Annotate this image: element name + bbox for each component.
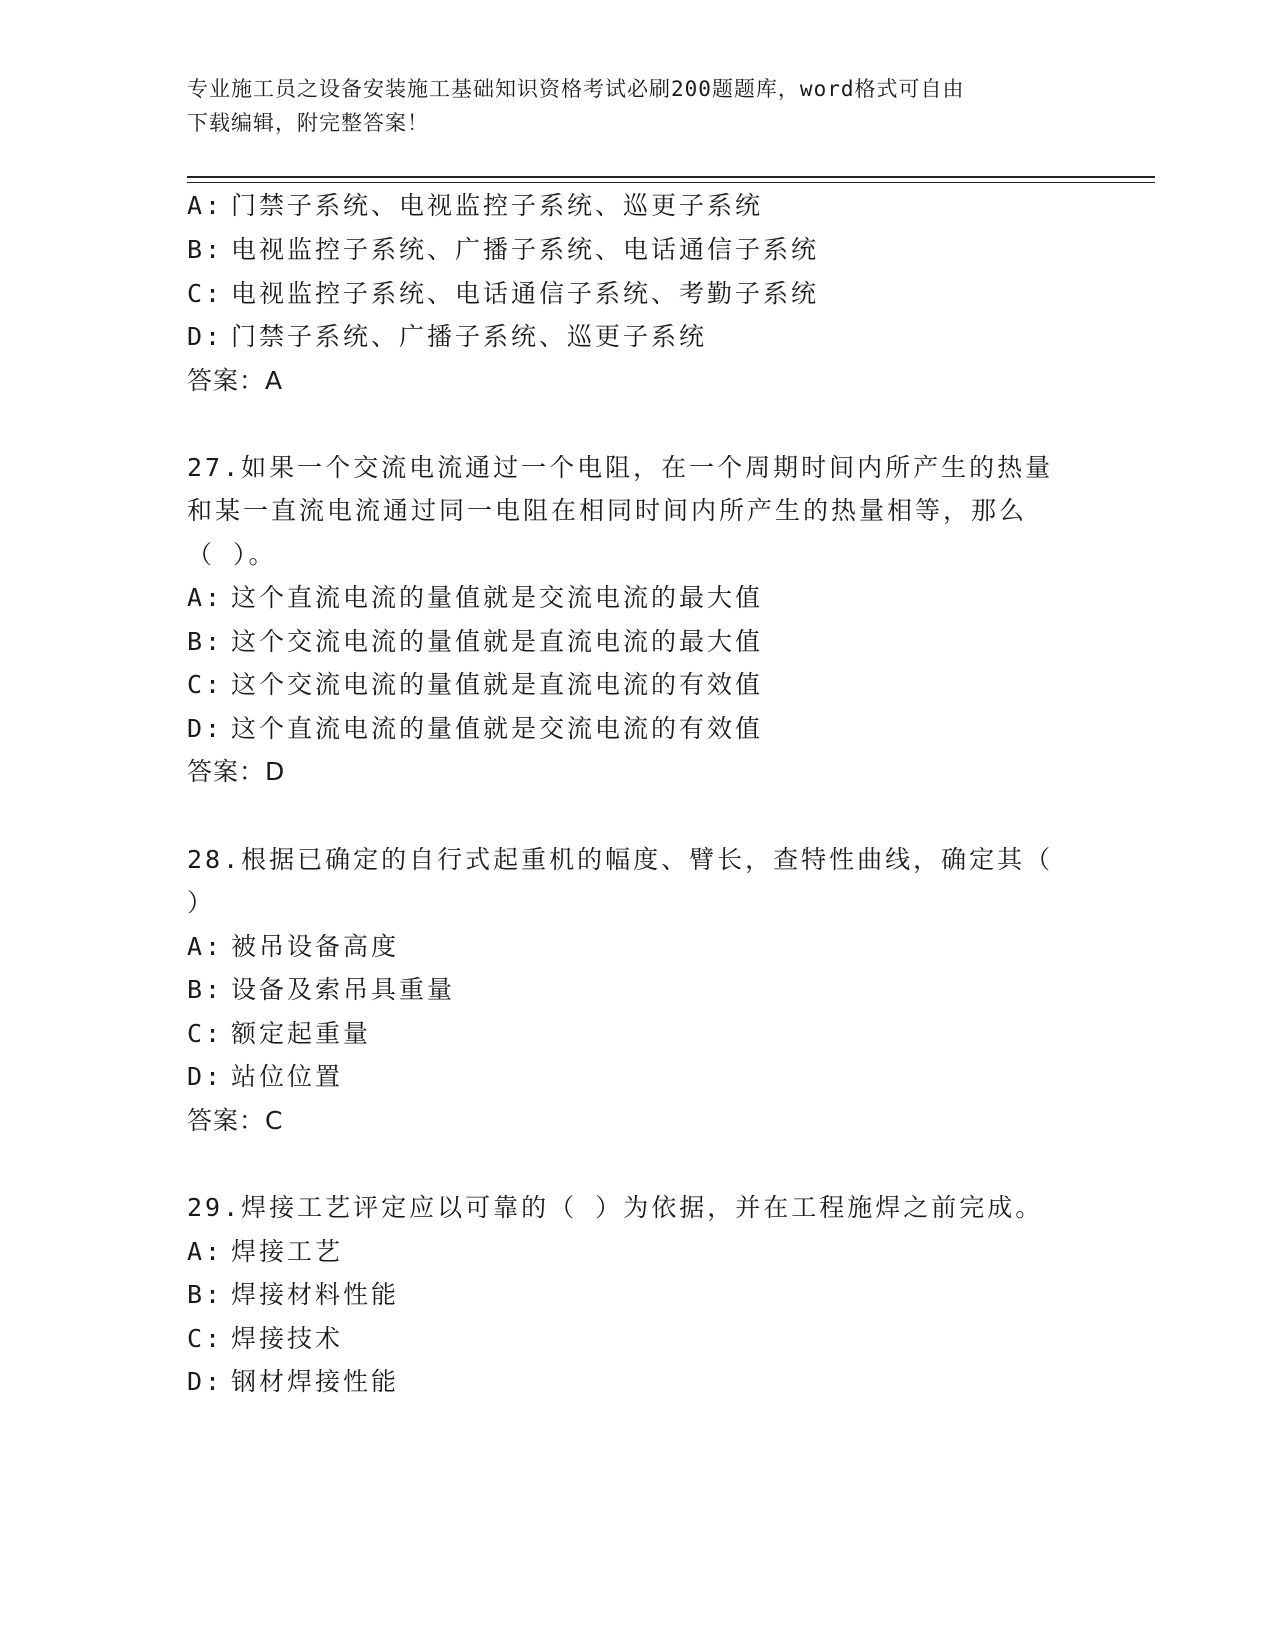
header-line-2: 下载编辑，附完整答案！ [187, 111, 429, 135]
q29-option-c: C: 焊接技术 [187, 1324, 344, 1353]
q26-option-b: B: 电视监控子系统、广播子系统、电话通信子系统 [187, 235, 820, 264]
q28-answer: 答案：C [187, 1106, 284, 1135]
q29-stem-line-1: 29.焊接工艺评定应以可靠的（ ）为依据，并在工程施焊之前完成。 [187, 1193, 1044, 1222]
q27-option-b: B: 这个交流电流的量值就是直流电流的最大值 [187, 627, 764, 656]
q28-stem-line-1: 28.根据已确定的自行式起重机的幅度、臂长，查特性曲线，确定其（ [187, 845, 1054, 874]
q27-option-c: C: 这个交流电流的量值就是直流电流的有效值 [187, 670, 764, 699]
q28-option-c: C: 额定起重量 [187, 1019, 372, 1048]
q28-option-d: D: 站位位置 [187, 1062, 344, 1091]
q28-option-b: B: 设备及索吊具重量 [187, 975, 456, 1004]
q27-option-d: D: 这个直流电流的量值就是交流电流的有效值 [187, 714, 764, 743]
q29-option-d: D: 钢材焊接性能 [187, 1367, 400, 1396]
document-header [187, 72, 1067, 140]
q29-option-b: B: 焊接材料性能 [187, 1280, 400, 1309]
q26-option-a: A: 门禁子系统、电视监控子系统、巡更子系统 [187, 191, 764, 220]
q27-stem-line-1: 27.如果一个交流电流通过一个电阻，在一个周期时间内所产生的热量 [187, 453, 1054, 482]
q27-option-a: A: 这个直流电流的量值就是交流电流的最大值 [187, 583, 764, 612]
q26-option-d: D: 门禁子系统、广播子系统、巡更子系统 [187, 322, 708, 351]
q28-option-a: A: 被吊设备高度 [187, 932, 400, 961]
q29-option-a: A: 焊接工艺 [187, 1237, 344, 1266]
header-line-1: 专业施工员之设备安装施工基础知识资格考试必刷200题题库，word格式可自由 [187, 77, 965, 101]
header-divider-thick [187, 176, 1155, 178]
q27-answer: 答案：D [187, 757, 286, 786]
q28-stem-line-2: ） [187, 888, 216, 917]
q26-answer: 答案：A [187, 366, 284, 395]
q27-stem-line-2: 和某一直流电流通过同一电阻在相同时间内所产生的热量相等，那么 [187, 496, 1028, 525]
q26-option-c: C: 电视监控子系统、电话通信子系统、考勤子系统 [187, 279, 820, 308]
q27-stem-line-3: （ ）。 [187, 540, 277, 569]
header-divider-thin [187, 182, 1155, 183]
